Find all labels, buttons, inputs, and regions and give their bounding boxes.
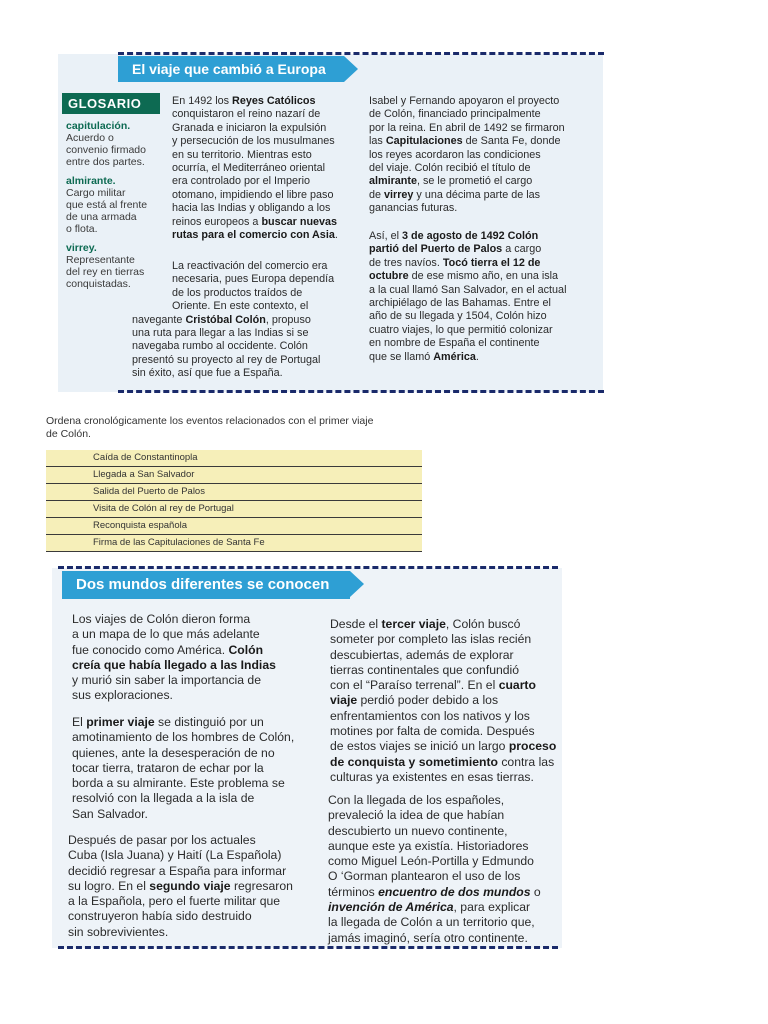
section1-bottom-border	[118, 390, 604, 393]
section1-title: El viaje que cambió a Europa	[118, 56, 344, 82]
section2-col1-paragraph1: Los viajes de Colón dieron forma a un mapa de lo que más adelante fue conocido como América. Colón creía que había llegado a las Indias y murió sin saber la importancia de sus exploraciones.	[72, 612, 276, 703]
section1-col2-paragraph2: Así, el 3 de agosto de 1492 Colón partió del Puerto de Palos a cargo de tres navíos. Tocó tierra el 12 de octubre de ese mismo año, en una isla a la cual llamó San Salvador, en el actual archipiélago de las Bahamas. Entre el año de su llegada y 1504, Colón hizo cuatro viajes, lo que permitió colonizar en nombre de España el continente que se llamó América.	[369, 230, 567, 363]
section2-col2-paragraph2: Con la llegada de los españoles, prevaleció la idea de que habían descubierto un nuevo continente, aunque este ya existía. Historiadores como Miguel León-Portilla y Edmundo O ‘Gorman plantearon el uso de los términos encuentro de dos mundos o invención de América, para explicar la llegada de Colón a un territorio que, jamás imaginó, sería otro continente.	[328, 793, 541, 945]
exercise-item[interactable]: Caída de Constantinopla	[46, 450, 422, 467]
exercise-item[interactable]: Visita de Colón al rey de Portugal	[46, 501, 422, 518]
glossary-title: GLOSARIO	[62, 93, 160, 114]
exercise-item[interactable]: Llegada a San Salvador	[46, 467, 422, 484]
section2-col1-paragraph3: Después de pasar por los actuales Cuba (Isla Juana) y Haití (La Española) decidió regresar a España para informar su logro. En el segundo viaje regresaron a la Española, pero el fuerte militar que construyeron había sido destruido sin sobrevivientes.	[68, 833, 293, 939]
exercise-item[interactable]: Firma de las Capitulaciones de Santa Fe	[46, 535, 422, 552]
section1-top-border	[118, 52, 604, 55]
section1-col1-paragraph1: En 1492 los Reyes Católicos conquistaron el reino nazarí de Granada e iniciaron la expulsión y persecución de los musulmanes en su territorio. Mientras esto ocurría, el Mediterráneo oriental era controlado por el Imperio otomano, impidiendo el libre paso hacia las Indias y obligando a los reinos europeos a buscar nuevas rutas para el comercio con Asia.	[172, 95, 338, 242]
exercise-item[interactable]: Salida del Puerto de Palos	[46, 484, 422, 501]
section1-col2-paragraph1: Isabel y Fernando apoyaron el proyecto de Colón, financiado principalmente por la reina. En abril de 1492 se firmaron las Capitulaciones de Santa Fe, donde los reyes acordaron las condiciones del viaje. Colón recibió el título de almirante, se le prometió el cargo de virrey y una décima parte de las ganancias futuras.	[369, 95, 565, 215]
section2-col1-paragraph2: El primer viaje se distinguió por un amotinamiento de los hombres de Colón, quienes, ante la desesperación de no tocar tierra, trataron de echar por la borda a su almirante. Este problema se resolvió con la llegada a la isla de San Salvador.	[72, 715, 295, 821]
section2-bottom-border	[58, 946, 558, 949]
glossary-entry-almirante: almirante. Cargo militar que está al frente de una armada o flota.	[66, 175, 148, 235]
exercise-table	[46, 450, 422, 552]
glossary-entry-virrey: virrey. Representante del rey en tierras conquistadas.	[66, 242, 145, 290]
glossary-entry-capitulacion: capitulación. Acuerdo o convenio firmado entre dos partes.	[66, 120, 146, 168]
exercise-item[interactable]: Reconquista española	[46, 518, 422, 535]
section2-title: Dos mundos diferentes se conocen	[62, 571, 350, 599]
section2-top-border	[58, 566, 558, 569]
exercise-instruction: Ordena cronológicamente los eventos relacionados con el primer viaje de Colón.	[46, 415, 374, 440]
section1-col1-paragraph2: La reactivación del comercio era necesaria, pues Europa dependía de los productos traídos de Oriente. En este contexto, el navegante Cristóbal Colón, propuso una ruta para llegar a las Indias si se navegaba rumbo al occidente. Colón presentó su proyecto al rey de Portugal sin éxito, así que fue a España.	[132, 260, 335, 380]
section2-col2-paragraph1: Desde el tercer viaje, Colón buscó someter por completo las islas recién descubiertas, además de explorar tierras continentales que confundió con el “Paraíso terrenal”. En el cuarto viaje perdió poder debido a los enfrentamientos con los nativos y los motines por falta de comida. Después de estos viajes se inició un largo proceso de conquista y sometimiento contra las culturas ya existentes en esas tierras.	[330, 617, 557, 784]
